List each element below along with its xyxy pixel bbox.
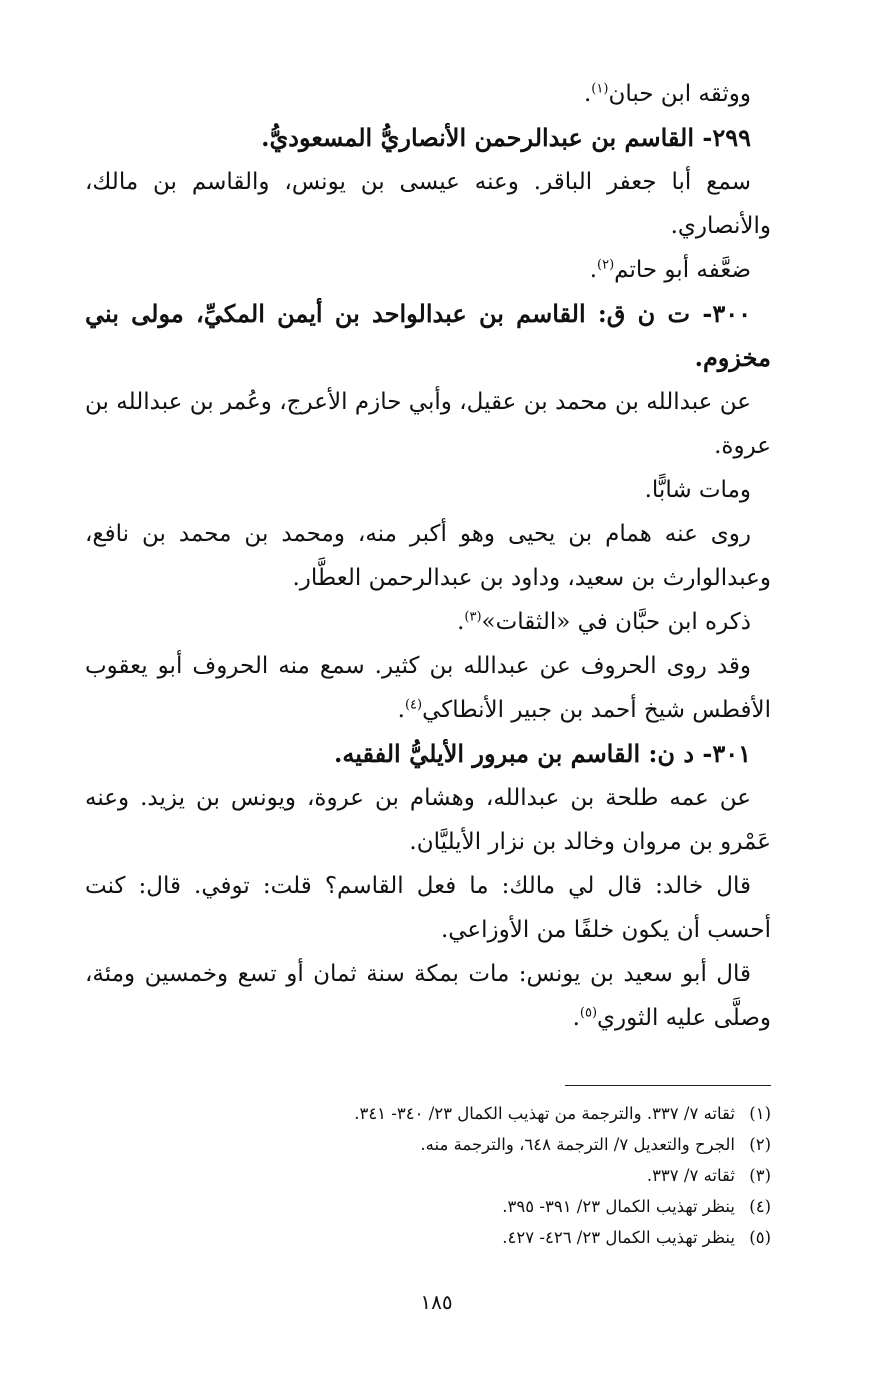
paragraph-entry-299-grading (85, 248, 771, 292)
footnote-item (220, 1098, 771, 1129)
footnote-text: ينظر تهذيب الكمال ٢٣/ ٤٢٦- ٤٢٧. (502, 1228, 735, 1247)
paragraph-entry-301-narrators: عن عمه طلحة بن عبدالله، وهشام بن عروة، ويونس بن يزيد. وعنه عَمْرو بن مروان وخالد بن نزار الأيليَّان. (85, 785, 771, 855)
paragraph-period: . (457, 609, 465, 635)
footnote-item (220, 1191, 771, 1222)
footnote-ref-4: (٤) (404, 697, 423, 713)
paragraph-period: . (583, 81, 592, 107)
paragraph-entry-300-death: ومات شابًّا. (644, 477, 751, 503)
page-number: ١٨٥ (420, 1290, 453, 1314)
paragraph-period: . (397, 697, 405, 723)
main-text (85, 72, 771, 1040)
footnotes (220, 1098, 771, 1253)
footnote-text: ثقاته ٧/ ٣٣٧. (646, 1166, 735, 1185)
entry-heading-300: ٣٠٠- ت ن ق: القاسم بن عبدالواحد بن أيمن المكيِّ، مولى بني مخزوم. (85, 299, 771, 372)
footnote-text: الجرح والتعديل ٧/ الترجمة ٦٤٨، والترجمة منه. (420, 1135, 735, 1154)
footnote-item (220, 1222, 771, 1253)
footnote-ref-2: (٢) (597, 257, 615, 273)
footnote-ref-3: (٣) (464, 609, 482, 625)
paragraph-period: . (572, 1005, 580, 1031)
paragraph-text: ضعَّفه أبو حاتم (614, 257, 751, 283)
footnote-text: ثقاته ٧/ ٣٣٧. والترجمة من تهذيب الكمال ٢٣/ ٣٤٠- ٣٤١. (354, 1104, 735, 1123)
footnote-number: (٤) (749, 1197, 771, 1216)
footnote-text: ينظر تهذيب الكمال ٢٣/ ٣٩١- ٣٩٥. (502, 1197, 735, 1216)
paragraph-entry-300-huruf (85, 644, 771, 732)
paragraph-text: ذكره ابن حبَّان في «الثقات» (481, 609, 751, 635)
paragraph-text: قال أبو سعيد بن يونس: مات بمكة سنة ثمان أو تسع وخمسين ومئة، وصلَّى عليه الثوري (85, 961, 771, 1031)
paragraph-text: ووثقه ابن حبان (608, 81, 751, 107)
footnote-number: (٢) (749, 1135, 771, 1154)
paragraph-entry-300-teachers: عن عبدالله بن محمد بن عقيل، وأبي حازم الأعرج، وعُمر بن عبدالله بن عروة. (85, 389, 771, 459)
paragraph-ibn-hibban-note (85, 72, 771, 116)
paragraph-period: . (589, 257, 598, 283)
paragraph-entry-300-students: روى عنه همام بن يحيى وهو أكبر منه، ومحمد بن محمد بن نافع، وعبدالوارث بن سعيد، وداود بن عبدالرحمن العطَّار. (85, 521, 771, 591)
paragraph-text: وقد روى الحروف عن عبدالله بن كثير. سمع منه الحروف أبو يعقوب الأفطس شيخ أحمد بن جبير الأنطاكي (85, 653, 771, 723)
entry-heading-301: ٣٠١- د ن: القاسم بن مبرور الأيليُّ الفقيه. (334, 739, 751, 768)
footnote-number: (١) (749, 1104, 771, 1123)
footnote-ref-5: (٥) (579, 1005, 598, 1021)
paragraph-entry-301-khalid: قال خالد: قال لي مالك: ما فعل القاسم؟ قلت: توفي. قال: كنت أحسب أن يكون خلفًا من الأوزاعي. (85, 873, 771, 943)
paragraph-entry-299-narrators: سمع أبا جعفر الباقر. وعنه عيسى بن يونس، والقاسم بن مالك، والأنصاري. (85, 169, 771, 239)
footnote-item (220, 1160, 771, 1191)
paragraph-entry-300-thiqat (85, 600, 771, 644)
footnote-ref-1: (١) (591, 81, 609, 97)
paragraph-entry-301-death (85, 952, 771, 1040)
footnote-number: (٣) (749, 1166, 771, 1185)
footnote-number: (٥) (749, 1228, 771, 1247)
footnote-divider (565, 1085, 771, 1086)
footnote-item (220, 1129, 771, 1160)
entry-heading-299: ٢٩٩- القاسم بن عبدالرحمن الأنصاريُّ المسعوديُّ. (261, 123, 751, 152)
